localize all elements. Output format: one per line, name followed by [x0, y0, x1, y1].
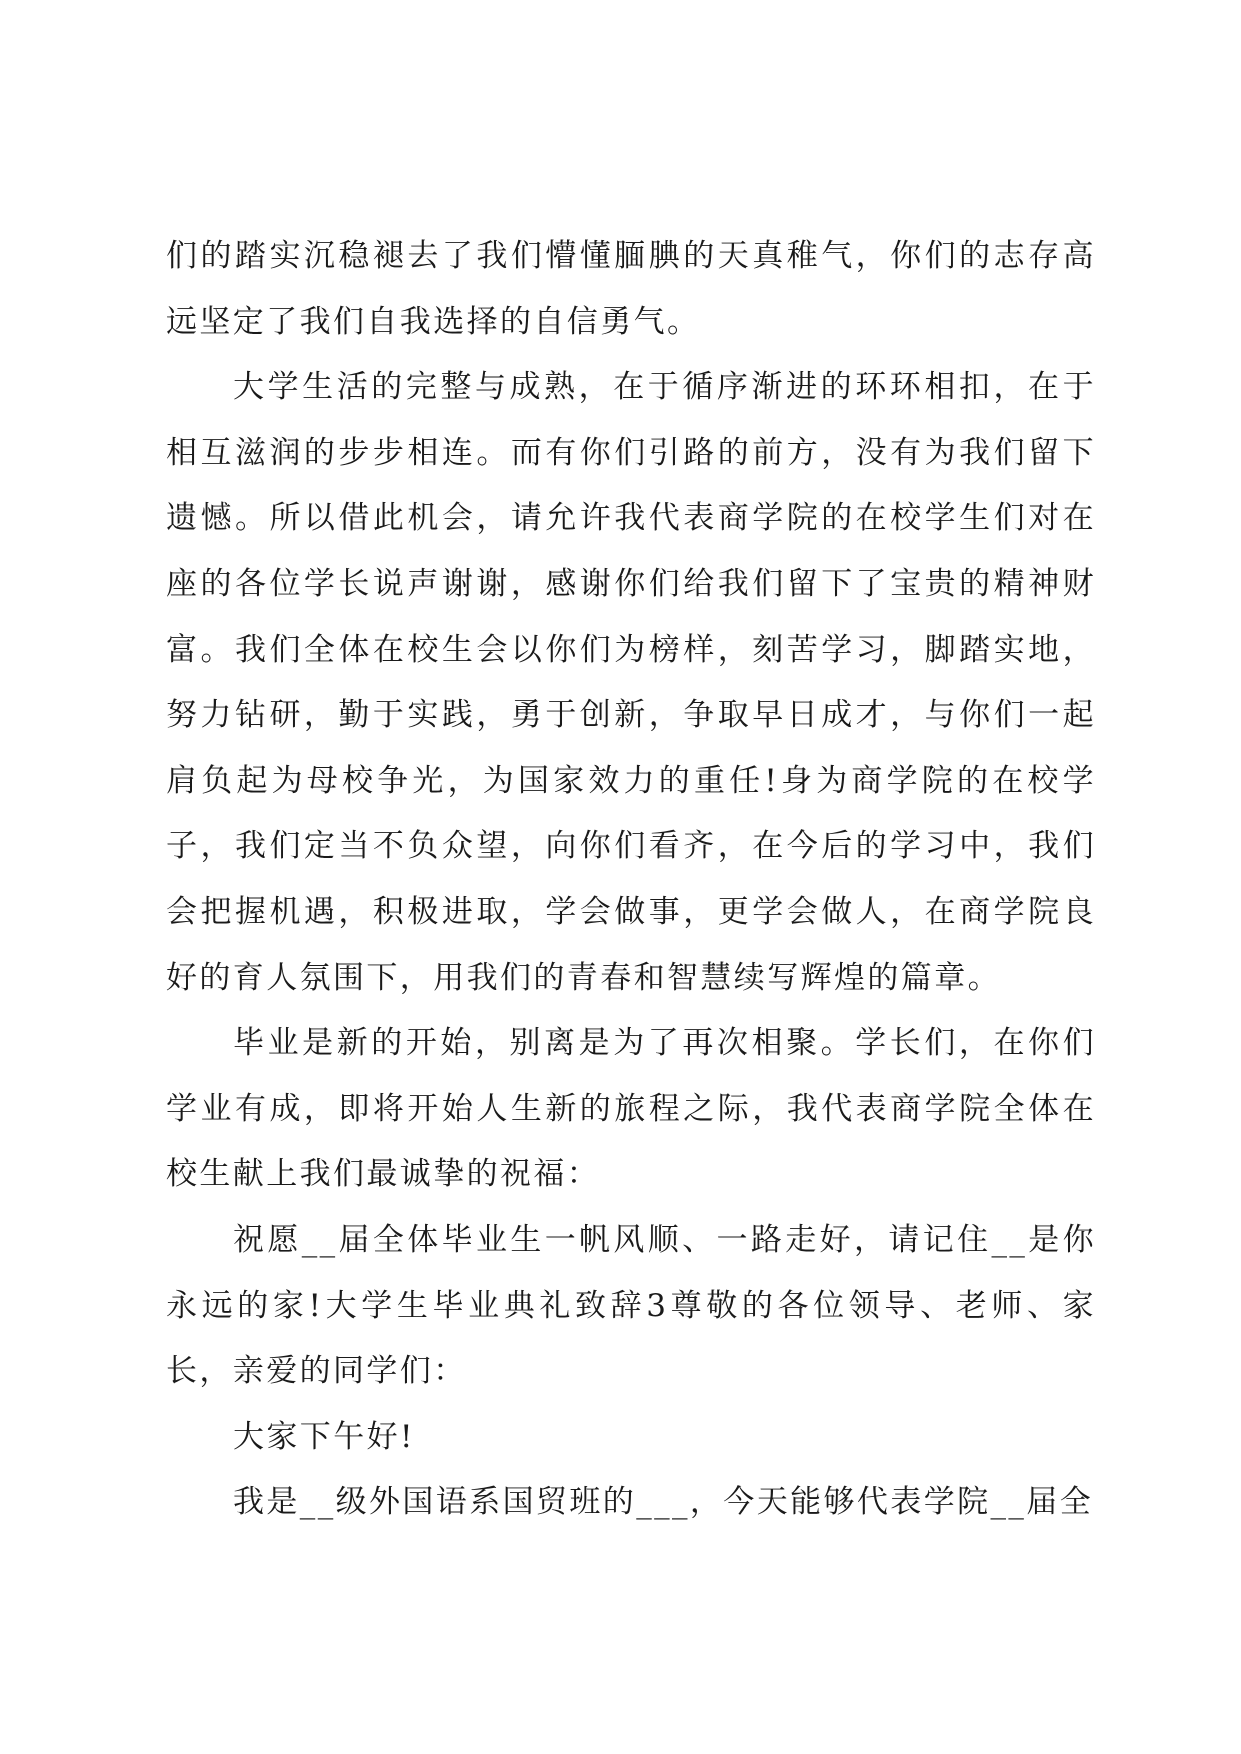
paragraph-wish: 祝愿__届全体毕业生一帆风顺、一路走好，请记住__是你永远的家!大学生毕业典礼致辞3尊敬的各位领导、老师、家长，亲爱的同学们： — [166, 1221, 1096, 1390]
paragraph-greeting: 大家下午好! — [233, 1418, 415, 1455]
paragraph-continuation: 们的踏实沉稳褪去了我们懵懂腼腆的天真稚气，你们的志存高远坚定了我们自我选择的自信勇气。 — [166, 238, 1096, 340]
paragraph-introduction: 我是__级外国语系国贸班的___，今天能够代表学院__届全 — [233, 1484, 1094, 1521]
paragraph-college-life: 大学生活的完整与成熟，在于循序渐进的环环相扣，在于相互滋润的步步相连。而有你们引路的前方，没有为我们留下遗憾。所以借此机会，请允许我代表商学院的在校学生们对在座的各位学长说声谢谢，感谢你们给我们留下了宝贵的精神财富。我们全体在校生会以你们为榜样，刻苦学习，脚踏实地，努力钻研，勤于实践，勇于创新，争取早日成才，与你们一起肩负起为母校争光，为国家效力的重任!身为商学院的在校学子，我们定当不负众望，向你们看齐，在今后的学习中，我们会把握机遇，积极进取，学会做事，更学会做人，在商学院良好的育人氛围下，用我们的青春和智慧续写辉煌的篇章。 — [166, 369, 1096, 996]
paragraph-graduation-blessing: 毕业是新的开始，别离是为了再次相聚。学长们，在你们学业有成，即将开始人生新的旅程之际，我代表商学院全体在校生献上我们最诚挚的祝福： — [166, 1025, 1096, 1193]
document-body — [166, 224, 1096, 1536]
